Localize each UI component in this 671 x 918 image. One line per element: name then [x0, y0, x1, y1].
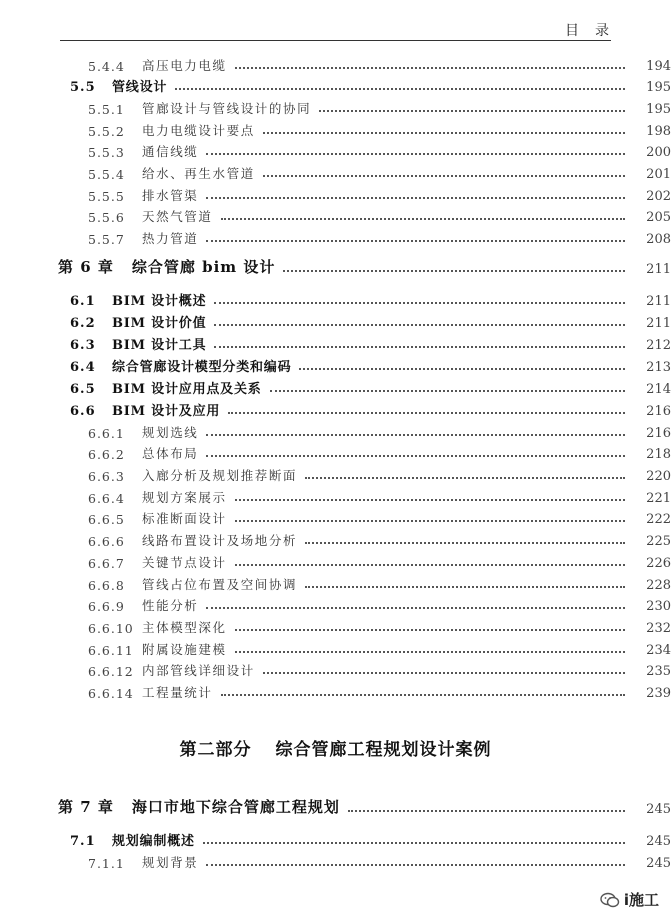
toc-entry-title: 综合管廊 bim 设计	[131, 258, 276, 276]
toc-entry-number: 6.6.8	[88, 578, 125, 593]
toc-entry-number: 第 6 章	[58, 258, 114, 276]
header-title: 目录	[565, 23, 625, 39]
dot-leader	[203, 842, 625, 844]
toc-entry-number: 第 7 章	[58, 798, 114, 816]
toc-entry	[0, 225, 671, 247]
toc-entry	[0, 657, 671, 679]
dot-leader	[305, 477, 625, 479]
toc-entry-page: 245	[646, 856, 671, 871]
toc-entry-page: 221	[646, 491, 671, 506]
toc-entry	[0, 440, 671, 462]
toc-entry-title: 管廊设计与管线设计的协同	[142, 101, 312, 116]
dot-leader	[206, 864, 625, 866]
toc-entry	[0, 679, 671, 701]
toc-entry-number: 6.6.10	[88, 621, 134, 636]
toc-entry-title: 内部管线详细设计	[142, 663, 255, 678]
toc-entry-number: 5.5	[70, 80, 96, 95]
dot-leader	[235, 67, 625, 69]
toc-entry	[0, 571, 671, 593]
toc-entry-number: 5.5.4	[88, 167, 125, 182]
toc-entry-title: 标准断面设计	[142, 511, 227, 526]
toc-entry-number: 6.6.14	[88, 686, 134, 701]
toc-entry-title: 性能分析	[142, 598, 199, 613]
toc-entry-title: 排水管渠	[142, 188, 199, 203]
toc-entry-number: 6.6.1	[88, 426, 125, 441]
dot-leader	[206, 434, 625, 436]
toc-entry-number: 6.6.11	[88, 643, 134, 658]
toc-entry-title: 海口市地下综合管廊工程规划	[131, 798, 340, 816]
part-heading	[0, 735, 671, 760]
dot-leader	[235, 651, 625, 653]
toc-entry	[0, 549, 671, 571]
toc-entry	[0, 95, 671, 117]
toc-entry-page: 201	[646, 167, 671, 182]
toc-entry	[0, 138, 671, 160]
toc-entry-title: BIM 设计应用点及关系	[112, 382, 262, 397]
dot-leader	[305, 586, 625, 588]
toc-entry-page: 234	[646, 643, 671, 658]
toc-entry-title: BIM 设计价值	[112, 316, 207, 331]
toc-entry-title: 给水、再生水管道	[142, 166, 255, 181]
toc-entry	[0, 287, 671, 309]
toc-entry-title: 规划方案展示	[142, 490, 227, 505]
dot-leader	[214, 346, 625, 348]
toc-entry-number: 5.5.7	[88, 232, 125, 247]
dot-leader	[206, 197, 625, 199]
toc-entry-title: 规划背景	[142, 855, 199, 870]
toc-entry	[0, 309, 671, 331]
toc-entry-title: 通信线缆	[142, 144, 199, 159]
toc-entry-title: 高压电力电缆	[142, 58, 227, 73]
toc-entry-page: 200	[646, 145, 671, 160]
toc-entry-title: 总体布局	[142, 446, 199, 461]
toc-entry-title: 电力电缆设计要点	[142, 123, 255, 138]
toc-entry	[0, 636, 671, 658]
toc-entry	[0, 331, 671, 353]
toc-entry-number: 6.5	[70, 382, 96, 397]
dot-leader	[206, 607, 625, 609]
dot-leader	[270, 390, 625, 392]
toc-entry-number: 6.3	[70, 338, 96, 353]
dot-leader	[235, 499, 625, 501]
toc-entry-title: 线路布置设计及场地分析	[142, 533, 298, 548]
dot-leader	[235, 564, 625, 566]
dot-leader	[283, 270, 625, 272]
toc-entry-number: 5.4.4	[88, 59, 125, 74]
dot-leader	[235, 520, 625, 522]
wechat-icon	[600, 892, 620, 908]
toc-entry-page: 195	[646, 80, 671, 95]
toc-entry-number: 5.5.3	[88, 145, 125, 160]
toc-entry-number: 6.6.3	[88, 469, 125, 484]
toc-entry	[0, 614, 671, 636]
toc-entry-page: 195	[646, 102, 671, 117]
toc-entry	[0, 849, 671, 871]
toc-entry-page: 211	[646, 262, 671, 277]
toc-entry	[0, 203, 671, 225]
toc-entry-page: 245	[646, 834, 671, 849]
dot-leader	[175, 88, 625, 90]
dot-leader	[214, 324, 625, 326]
toc-entry	[0, 795, 671, 817]
toc-entry-page: 212	[646, 338, 671, 353]
toc-entry	[0, 353, 671, 375]
toc-entry-page: 202	[646, 189, 671, 204]
toc-entry-number: 6.4	[70, 360, 96, 375]
dot-leader	[299, 368, 625, 370]
toc-entry-number: 5.5.6	[88, 210, 125, 225]
toc-entry	[0, 505, 671, 527]
toc-entry-page: 198	[646, 124, 671, 139]
toc-entry	[0, 419, 671, 441]
toc-entry-page: 226	[646, 556, 671, 571]
toc-entry-number: 6.6.4	[88, 491, 125, 506]
toc-entry	[0, 52, 671, 74]
toc-entry-page: 245	[646, 802, 671, 817]
dot-leader	[206, 153, 625, 155]
toc-entry-title: BIM 设计概述	[112, 294, 207, 309]
toc-entry-number: 5.5.1	[88, 102, 125, 117]
dot-leader	[235, 629, 625, 631]
toc-entry-page: 228	[646, 578, 671, 593]
toc-entry-title: 管线设计	[112, 80, 168, 95]
toc-entry-title: 入廊分析及规划推荐断面	[142, 468, 298, 483]
toc-entry-title: 天然气管道	[142, 209, 213, 224]
toc-entry-title: 规划选线	[142, 425, 199, 440]
toc-entry-title: 主体模型深化	[142, 620, 227, 635]
toc-entry-title: BIM 设计及应用	[112, 404, 221, 419]
toc-entry	[0, 484, 671, 506]
dot-leader	[221, 218, 625, 220]
toc-entry	[0, 827, 671, 849]
watermark-text: i施工	[623, 891, 659, 909]
watermark	[600, 889, 659, 910]
toc-entry-number: 6.6	[70, 404, 96, 419]
dot-leader	[305, 542, 625, 544]
toc-entry	[0, 182, 671, 204]
toc-entry-number: 6.6.6	[88, 534, 125, 549]
toc-entry-number: 7.1.1	[88, 856, 125, 871]
toc-entry-page: 216	[646, 404, 671, 419]
toc-entry-title: 管线占位布置及空间协调	[142, 577, 298, 592]
toc-entry-page: 220	[646, 469, 671, 484]
toc-entry-number: 6.6.12	[88, 664, 134, 679]
toc-entry-page: 218	[646, 447, 671, 462]
toc-entry-page: 211	[646, 316, 671, 331]
toc-entry-title: 综合管廊设计模型分类和编码	[112, 360, 292, 375]
toc-entry-title: 规划编制概述	[112, 834, 195, 849]
dot-leader	[263, 175, 625, 177]
toc-entry-page: 194	[646, 59, 671, 74]
toc-entry-title: 附属设施建模	[142, 642, 227, 657]
toc-entry	[0, 255, 671, 277]
toc-entry-page: 235	[646, 664, 671, 679]
toc-entry	[0, 462, 671, 484]
toc-entry-page: 208	[646, 232, 671, 247]
dot-leader	[206, 240, 625, 242]
toc-entry-page: 205	[646, 210, 671, 225]
dot-leader	[206, 455, 625, 457]
toc-entry-page: 213	[646, 360, 671, 375]
toc-entry-page: 211	[646, 294, 671, 309]
toc-entry-number: 6.6.9	[88, 599, 125, 614]
toc-entry-number: 6.6.7	[88, 556, 125, 571]
toc-entry-title: 热力管道	[142, 231, 199, 246]
toc-entry-number: 5.5.5	[88, 189, 125, 204]
toc-entry-title: BIM 设计工具	[112, 338, 207, 353]
toc-entry-page: 230	[646, 599, 671, 614]
toc-entry	[0, 73, 671, 95]
toc-entry-number: 6.1	[70, 294, 96, 309]
toc-entry-number: 6.6.5	[88, 512, 125, 527]
toc-entry	[0, 117, 671, 139]
toc-entry	[0, 160, 671, 182]
toc-entry-number: 6.2	[70, 316, 96, 331]
part-label: 第二部分	[179, 740, 252, 760]
dot-leader	[263, 132, 625, 134]
toc-entry-number: 7.1	[70, 834, 96, 849]
toc-entry-page: 222	[646, 512, 671, 527]
dot-leader	[348, 810, 625, 812]
dot-leader	[263, 672, 625, 674]
toc-entry-title: 工程量统计	[142, 685, 213, 700]
toc-entry-number: 6.6.2	[88, 447, 125, 462]
toc-entry-page: 239	[646, 686, 671, 701]
dot-leader	[228, 412, 625, 414]
dot-leader	[221, 694, 625, 696]
dot-leader	[319, 110, 625, 112]
toc-entry-page: 225	[646, 534, 671, 549]
toc-entry-title: 关键节点设计	[142, 555, 227, 570]
dot-leader	[214, 302, 625, 304]
toc-entry-page: 214	[646, 382, 671, 397]
toc-entry-number: 5.5.2	[88, 124, 125, 139]
toc-entry-page: 216	[646, 426, 671, 441]
part-title: 综合管廊工程规划设计案例	[275, 740, 492, 760]
toc-entry	[0, 527, 671, 549]
toc-entry	[0, 375, 671, 397]
toc-entry	[0, 592, 671, 614]
toc-entry-page: 232	[646, 621, 671, 636]
toc-entry	[0, 397, 671, 419]
